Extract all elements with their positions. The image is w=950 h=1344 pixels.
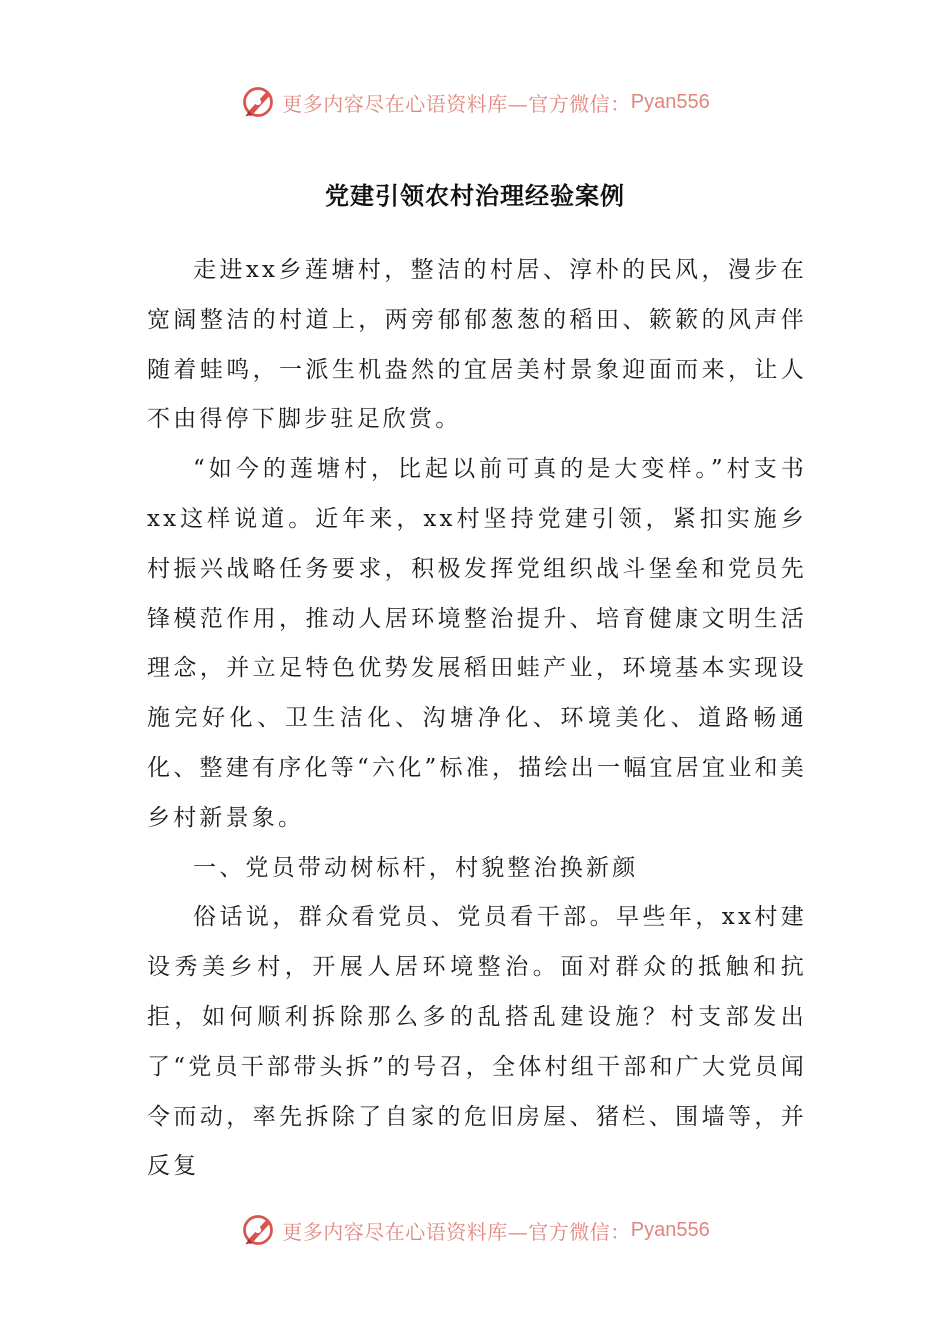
pen-circle-logo-icon [240, 84, 276, 120]
document-body [147, 246, 807, 1192]
paragraph-intro: 走进xx乡莲塘村，整洁的村居、淳朴的民风，漫步在宽阔整洁的村道上，两旁郁郁葱葱的稻田、簌簌的风声伴随着蛙鸣，一派生机盎然的宜居美村景象迎面而来，让人不由得停下脚步驻足欣赏。 [147, 257, 807, 433]
section-heading-1: 一、党员带动树标杆，村貌整治换新颜 [193, 854, 639, 881]
watermark-text: 更多内容尽在心语资料库—官方微信： [282, 91, 631, 116]
paragraph-section-1: 俗话说，群众看党员、党员看干部。早些年，xx村建设秀美乡村，开展人居环境整治。面对群众的抵触和抗拒，如何顺利拆除那么多的乱搭乱建设施？村支部发出了“党员干部带头拆”的号召，全体村组干部和广大党员闻令而动，率先拆除了自家的危旧房屋、猪栏、围墙等，并反复 [147, 904, 807, 1180]
document-title: 党建引领农村治理经验案例 [325, 182, 625, 210]
watermark-footer [0, 1210, 950, 1250]
watermark-header [0, 82, 950, 122]
watermark-wechat-id: Pyan556 [630, 90, 710, 113]
pen-circle-logo-icon [240, 1212, 276, 1248]
paragraph-quote: “如今的莲塘村，比起以前可真的是大变样。”村支书xx这样说道。近年来，xx村坚持党建引领，紧扣实施乡村振兴战略任务要求，积极发挥党组织战斗堡垒和党员先锋模范作用，推动人居环境整治提升、培育健康文明生活理念，并立足特色优势发展稻田蛙产业，环境基本实现设施完好化、卫生洁化、沟塘净化、环境美化、道路畅通化、整建有序化等“六化”标准，描绘出一幅宜居宜业和美乡村新景象。 [147, 456, 807, 831]
watermark-wechat-id: Pyan556 [630, 1218, 710, 1241]
watermark-text: 更多内容尽在心语资料库—官方微信： [282, 1219, 631, 1244]
